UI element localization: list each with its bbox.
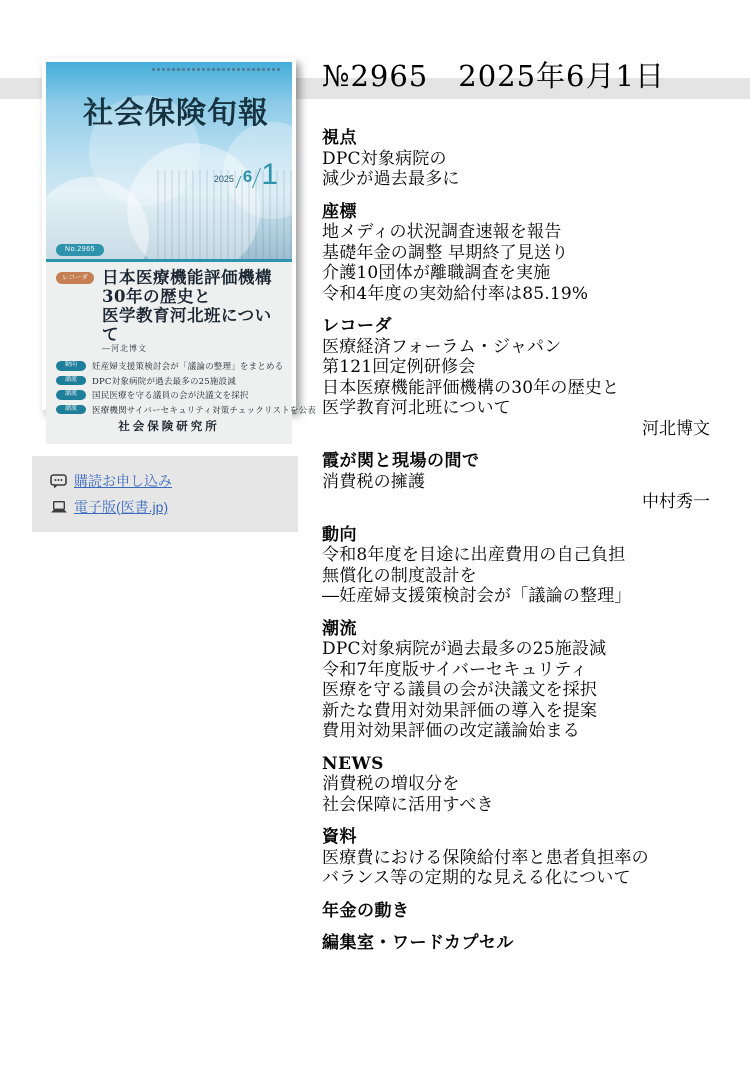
- cover-magazine-title: 社会保険旬報: [83, 97, 269, 130]
- toc-section: [322, 316, 714, 439]
- toc-entry: 消費税の擁護: [322, 471, 426, 492]
- toc-entry: 無償化の制度設計を: [322, 565, 477, 586]
- toc-section-heading: NEWS: [322, 753, 384, 774]
- toc-author: 中村秀一: [642, 492, 710, 512]
- cover-item: [56, 360, 284, 372]
- subscribe-box: [32, 456, 298, 532]
- cover-contents-area: [46, 262, 316, 444]
- cover-item-text: DPC対象病院が過去最多の25施設減: [92, 376, 236, 387]
- toc-section-heading: レコーダ: [322, 316, 392, 336]
- cover-issue-badge: No.2965: [56, 244, 104, 256]
- toc-entry: 消費税の増収分を: [322, 774, 460, 794]
- cover-feature-title-line: 日本医療機能評価機構: [102, 268, 272, 287]
- toc-entry: 医療を守る議員の会が決議文を採択: [322, 680, 598, 700]
- toc-section: [322, 754, 714, 816]
- toc-entry: 日本医療機能評価機構の30年の歴史と: [322, 377, 620, 398]
- date-separator: [235, 176, 241, 188]
- toc-entry: 基礎年金の調整 早期終了見送り: [322, 242, 569, 263]
- cover-item-badge: 潮流: [56, 405, 86, 415]
- toc-section-heading: 潮流: [322, 618, 357, 639]
- toc-section: [322, 525, 714, 607]
- toc-entry: ―妊産婦支援策検討会が「議論の整理」: [322, 586, 632, 606]
- magazine-cover-inner: [46, 62, 316, 433]
- toc-section-heading: 霞が関と現場の間で: [322, 451, 480, 471]
- toc-section-heading: 動向: [322, 524, 357, 545]
- toc-entry: 令和8年度を目途に出産費用の自己負担: [322, 545, 626, 565]
- toc-entry: 新たな費用対効果評価の導入を提案: [322, 700, 598, 721]
- toc-entry: バランス等の定期的な見える化について: [322, 868, 631, 888]
- cover-feature: [54, 268, 284, 354]
- cover-item: [56, 404, 316, 416]
- cover-smallprint-strip: [152, 68, 280, 71]
- cover-item-text: 医療機関サイバーセキュリティ対策チェックリストを公表: [92, 405, 316, 416]
- magazine-cover: [42, 58, 316, 433]
- cover-item-list: [56, 360, 316, 418]
- cover-item-badge: 動向: [56, 361, 86, 371]
- toc-section: [322, 128, 714, 190]
- toc-section: [322, 202, 714, 305]
- toc-section-heading: 編集室・ワードカプセル: [322, 933, 514, 953]
- toc-section-heading: 年金の動き: [322, 900, 410, 921]
- cover-item-badge: 潮流: [56, 376, 86, 386]
- cover-date-month: 6: [242, 166, 253, 186]
- cover-date-day: 1: [261, 158, 278, 191]
- toc-entry: 減少が過去最多に: [322, 169, 460, 189]
- cover-upper-art: [46, 62, 292, 262]
- cover-feature-title-line: 医学教育河北班について: [102, 306, 272, 344]
- toc-section-heading: 視点: [322, 128, 357, 148]
- toc-sections: [322, 128, 714, 954]
- cover-date: [213, 158, 278, 191]
- toc-entry: 介護10団体が離職調査を実施: [322, 263, 551, 283]
- subscribe-link[interactable]: [50, 468, 298, 494]
- toc-author: 河北博文: [642, 418, 710, 439]
- subscribe-link-label: 購読お申し込み: [74, 473, 172, 489]
- toc-section-heading: 資料: [322, 827, 357, 847]
- toc-section: [322, 827, 714, 889]
- date-separator: [252, 168, 261, 188]
- cover-publisher: 社会保険研究所: [118, 419, 220, 433]
- toc-entry: 地メディの状況調査速報を報告: [322, 222, 562, 242]
- toc-entry: DPC対象病院の: [322, 148, 447, 169]
- cover-item-badge: 潮流: [56, 390, 86, 400]
- digital-edition-link[interactable]: [50, 494, 298, 520]
- toc-section: [322, 933, 714, 954]
- toc-entry: 第121回定例研修会: [322, 357, 476, 377]
- cover-date-year: 2025: [213, 173, 234, 184]
- laptop-icon: [50, 500, 68, 515]
- cover-feature-author: ―河北博文: [102, 344, 147, 353]
- toc-entry: 社会保障に活用すべき: [322, 794, 494, 815]
- cover-feature-badge: レコーダ: [56, 272, 94, 284]
- digital-edition-link-label: 電子版(医書.jp): [74, 499, 169, 515]
- cover-item-text: 国民医療を守る議員の会が決議文を採択: [92, 391, 249, 401]
- toc-section-heading: 座標: [322, 201, 357, 222]
- toc-section: [322, 901, 714, 922]
- cover-feature-title-line: 30年の歴史と: [102, 287, 211, 306]
- cover-item: [56, 375, 284, 387]
- cover-feature-title: [102, 268, 284, 354]
- cover-item-text: 妊産婦支援策検討会が「議論の整理」をまとめる: [92, 362, 284, 372]
- cover-item: [56, 389, 284, 401]
- toc-entry: 令和7年度版サイバーセキュリティ: [322, 659, 588, 680]
- toc-entry: 医学教育河北班について: [322, 398, 511, 418]
- toc-entry: DPC対象病院が過去最多の25施設減: [322, 639, 607, 659]
- toc: [322, 128, 714, 966]
- toc-entry: 令和4年度の実効給付率は85.19%: [322, 283, 589, 304]
- toc-entry: 医療経済フォーラム・ジャパン: [322, 336, 562, 357]
- toc-entry: 医療費における保険給付率と患者負担率の: [322, 847, 649, 868]
- speech-bubble-icon: [50, 474, 68, 489]
- issue-header: №2965 2025年6月1日: [322, 59, 665, 93]
- toc-section: [322, 619, 714, 742]
- toc-entry: 費用対効果評価の改定議論始まる: [322, 721, 580, 741]
- toc-section: [322, 451, 714, 513]
